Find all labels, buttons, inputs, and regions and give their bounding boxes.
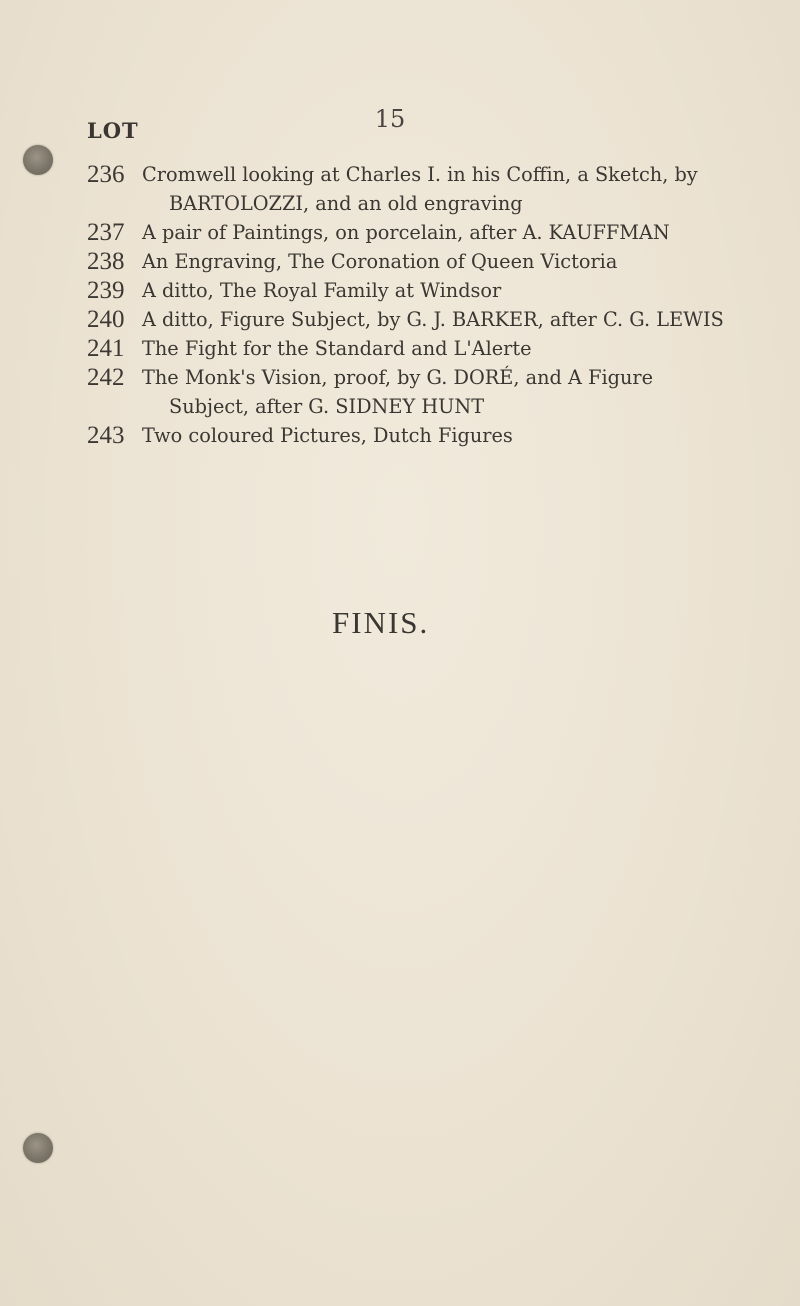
lot-description-line: The Monk's Vision, proof, by G. DORÉ, and A Figure [142,366,653,389]
lot-number: 240 [87,306,125,333]
lot-description-line: The Fight for the Standard and L'Alerte [142,337,532,360]
lot-description [142,247,792,276]
lot-number: 239 [87,277,125,304]
finis-mark: FINIS. [332,605,430,640]
lot-number: 237 [87,219,125,246]
punch-hole-top [23,145,53,175]
lot-number: 241 [87,335,125,362]
lot-description-line: Cromwell looking at Charles I. in his Coffin, a Sketch, by [142,163,698,186]
lot-description [142,160,792,218]
lot-number: 238 [87,248,125,275]
lot-description [142,421,792,450]
lot-description [142,218,792,247]
lot-description-continuation: BARTOLOZZI, and an old engraving [169,192,523,215]
lot-number: 236 [87,161,125,188]
punch-hole-bottom [23,1133,53,1163]
lot-description-line: A pair of Paintings, on porcelain, after A. KAUFFMAN [142,221,670,244]
lot-description-continuation: Subject, after G. SIDNEY HUNT [169,395,485,418]
page-number: 15 [374,105,406,133]
lot-description [142,305,792,334]
lot-column-header: LOT [87,118,139,143]
lot-description-line: A ditto, Figure Subject, by G. J. BARKER, after C. G. LEWIS [142,308,724,331]
lot-description-line: A ditto, The Royal Family at Windsor [142,279,502,302]
lot-description [142,363,792,421]
lot-description [142,276,792,305]
lot-number: 243 [87,422,125,449]
lot-description-line: Two coloured Pictures, Dutch Figures [142,424,513,447]
lot-number: 242 [87,364,125,391]
lot-description [142,334,792,363]
lot-description-line: An Engraving, The Coronation of Queen Victoria [142,250,618,273]
